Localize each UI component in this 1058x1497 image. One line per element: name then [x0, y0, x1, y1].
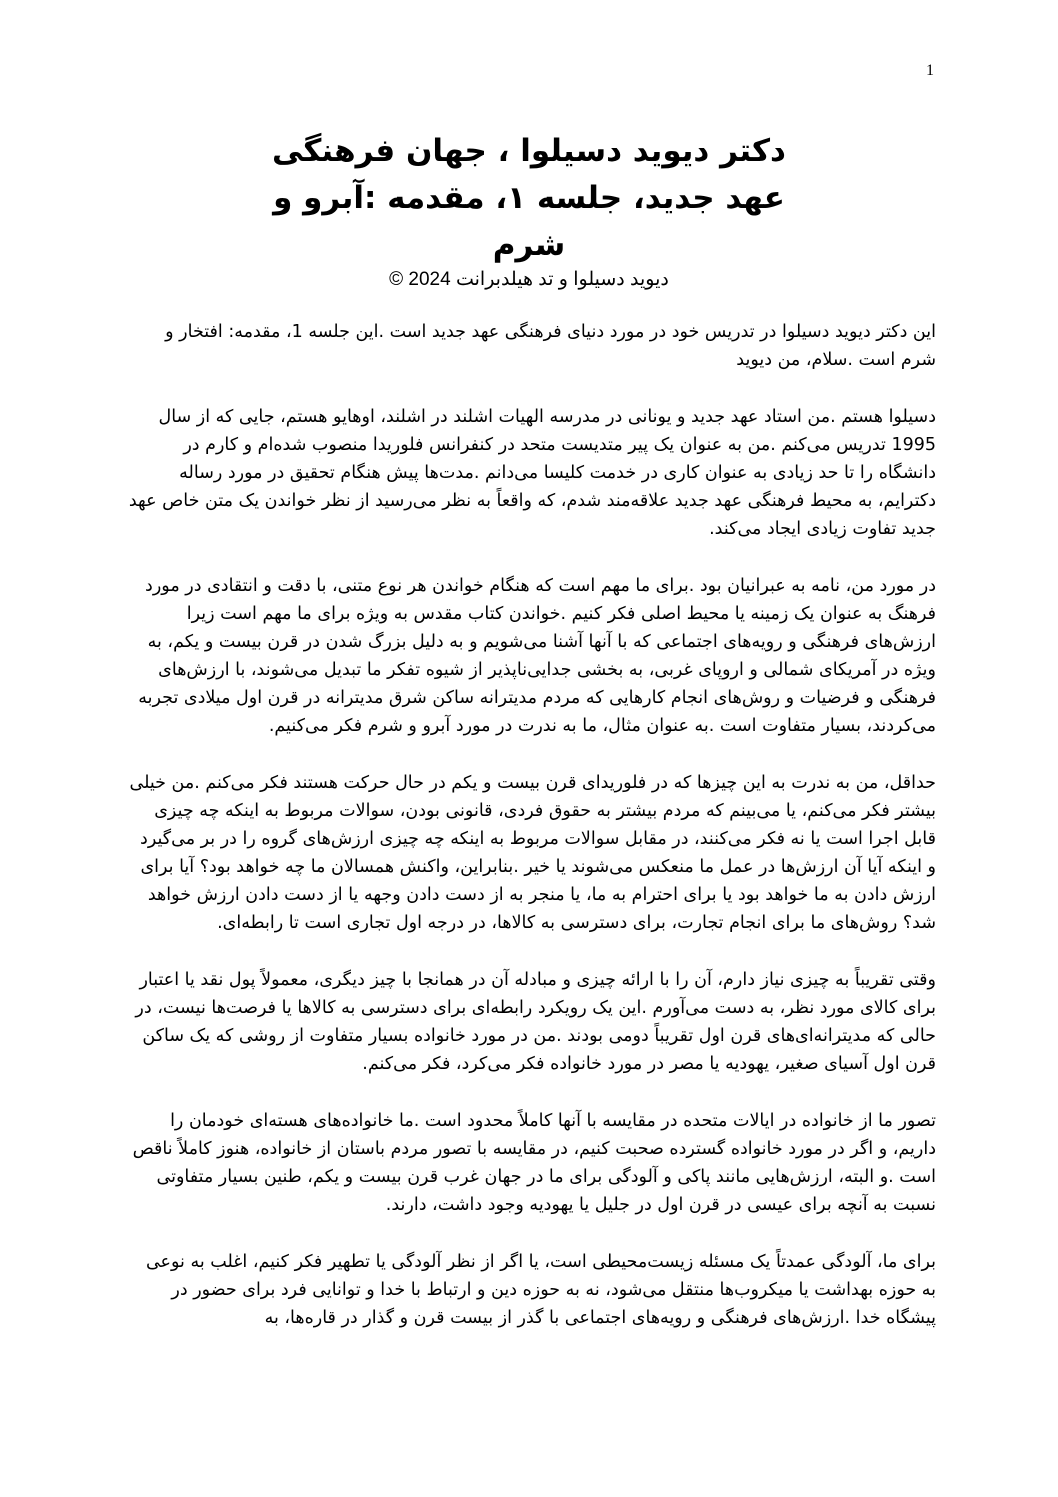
title-line-3: شرم — [492, 227, 566, 263]
page-number: 1 — [926, 62, 934, 79]
document-title — [229, 128, 829, 269]
paragraph-7: برای ما، آلودگی عمدتاً یک مسئله زیست‌محیطی است، یا اگر از نظر آلودگی یا تطهیر فکر کنیم، اغلب به نوعی به حوزه بهداشت یا میکروب‌ها منتقل می‌شود، نه به حوزه دین و ارتباط با خدا و توانایی فرد برای حضور در پیشگاه خدا .ارزش‌های فرهنگی و رویه‌های اجتماعی با گذر از بیست قرن و گذار در قاره‌ها، به — [145, 1252, 936, 1328]
paragraph-5: وقتی تقریباً به چیزی نیاز دارم، آن را با ارائه چیزی و مبادله آن در همانجا با چیز دیگری، معمولاً پول نقد یا اعتبار برای کالای مورد نظر، به دست می‌آورم .این یک رویکرد رابطه‌ای برای دسترسی به کالاها یا فرصت‌ها نیست، در حالی که مدیترانه‌ای‌های قرن اول تقریباً دومی بودند .من در مورد خانواده بسیار متفاوت از روشی که یک ساکن قرن اول آسیای صغیر، یهودیه یا مصر در مورد خانواده فکر می‌کرد، فکر می‌کنم. — [135, 970, 936, 1074]
title-line-1: دکتر دیوید دسیلوا ، جهان فرهنگی — [272, 133, 786, 169]
copyright-line: دیوید دسیلوا و تد هیلدبرانت 2024 © — [389, 269, 669, 290]
paragraph-1: این دکتر دیوید دسیلوا در تدریس خود در مورد دنیای فرهنگی عهد جدید است .این جلسه 1، مقدمه: افتخار و شرم است .سلام، من دیوید — [165, 322, 936, 370]
title-line-2: عهد جدید، جلسه ۱، مقدمه :آبرو و — [273, 180, 785, 216]
paragraph-2: دسیلوا هستم .من استاد عهد جدید و یونانی در مدرسه الهیات اشلند در اشلند، اوهایو هستم، جایی که از سال 1995 تدریس می‌کنم .من به عنوان یک پیر متدیست متحد در کنفرانس فلوریدا منصوب شده‌ام و کارم در دانشگاه را تا حد زیادی به عنوان کاری در خدمت کلیسا می‌دانم .مدت‌ها پیش هنگام تحقیق در مورد رساله دکترایم، به محیط فرهنگی عهد جدید علاقه‌مند شدم، که واقعاً به نظر می‌رسید از نظر خواندن یک متن خاص عهد جدید تفاوت زیادی ایجاد می‌کند. — [128, 407, 936, 539]
paragraph-4: حداقل، من به ندرت به این چیزها که در فلوریدای قرن بیست و یکم در حال حرکت هستند فکر می‌کنم .من خیلی بیشتر فکر می‌کنم، یا می‌بینم که مردم بیشتر به حقوق فردی، قانونی بودن، سوالات مربوط به اینکه چه چیزی قابل اجرا است یا نه فکر می‌کنند، در مقابل سوالات مربوط به اینکه چه چیزی ارزش‌های گروه را در بر می‌گیرد و اینکه آیا آن ارزش‌ها در عمل ما منعکس می‌شوند یا خیر .بنابراین، واکنش همسالان ما چه خواهد بود؟ آیا برای ارزش دادن به ما خواهد بود یا برای احترام به ما، یا منجر به از دست دادن وجهه یا از دست دادن ارزش خواهد شد؟ روش‌های ما برای انجام تجارت، برای دسترسی به کالاها، در درجه اول تجاری است تا رابطه‌ای. — [129, 773, 936, 933]
paragraph-6: تصور ما از خانواده در ایالات متحده در مقایسه با آنها کاملاً محدود است .ما خانواده‌های هسته‌ای خودمان را داریم، و اگر در مورد خانواده گسترده صحبت کنیم، در مقایسه با تصور مردم باستان از خانواده، هنوز کاملاً ناقص است .و البته، ارزش‌هایی مانند پاکی و آلودگی برای ما در جهان غرب قرن بیست و یکم، طنین بسیار متفاوتی نسبت به آنچه برای عیسی در قرن اول در جلیل یا یهودیه وجود داشت، دارند. — [132, 1111, 936, 1215]
document-body — [128, 318, 936, 1361]
paragraph-3: در مورد من، نامه به عبرانیان بود .برای ما مهم است که هنگام خواندن هر نوع متنی، با دقت و انتقادی در مورد فرهنگ به عنوان یک زمینه یا محیط اصلی فکر کنیم .خواندن کتاب مقدس به ویژه برای ما مهم است زیرا ارزش‌های فرهنگی و رویه‌های اجتماعی که با آنها آشنا می‌شویم و به دلیل بزرگ شدن در قرن بیست و یکم، به ویژه در آمریکای شمالی و اروپای غربی، به بخشی جدایی‌ناپذیر از شیوه تفکر ما تبدیل می‌شوند، با ارزش‌های فرهنگی و فرضیات و روش‌های انجام کارهایی که مردم مدیترانه ساکن شرق مدیترانه در قرن اول میلادی تجربه می‌کردند، بسیار متفاوت است .به عنوان مثال، ما به ندرت در مورد آبرو و شرم فکر می‌کنیم. — [138, 576, 936, 736]
